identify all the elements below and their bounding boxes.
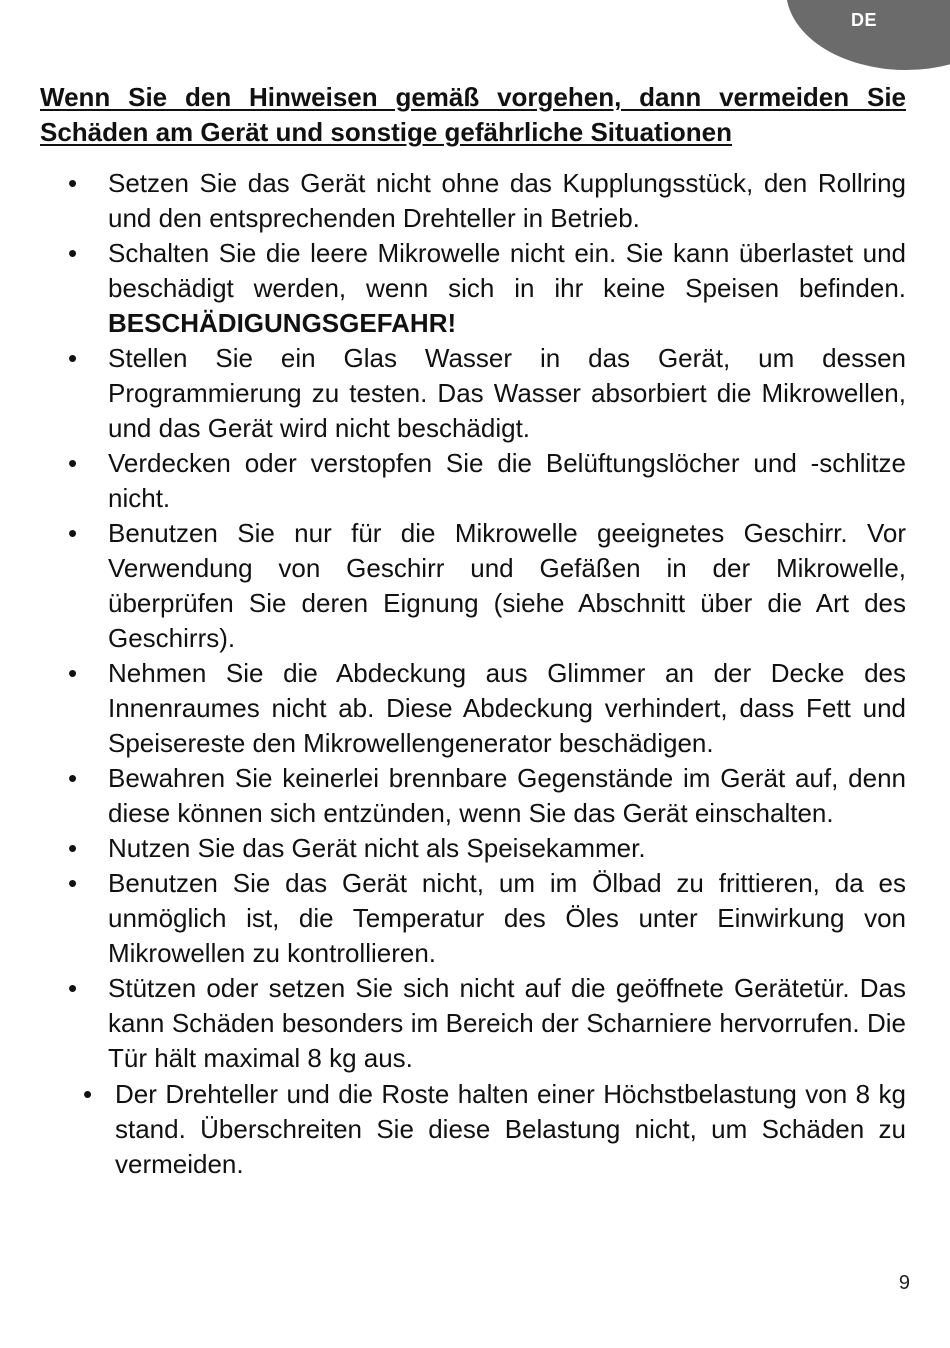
safety-instructions-list bbox=[0, 166, 950, 1182]
bullet-icon: • bbox=[68, 763, 78, 793]
list-item bbox=[0, 1077, 950, 1182]
page-number: 9 bbox=[898, 1272, 910, 1294]
list-item bbox=[0, 236, 950, 341]
list-item bbox=[0, 971, 950, 1076]
list-item bbox=[0, 516, 950, 656]
bullet-icon: • bbox=[68, 833, 78, 863]
bullet-icon: • bbox=[68, 448, 78, 478]
list-item-text: Stellen Sie ein Glas Wasser in das Gerät, um dessen Programmierung zu testen. Das Wasser absorbiert die Mikrowellen, und das Gerät wird nicht beschädigt. bbox=[108, 343, 906, 443]
list-item bbox=[0, 656, 950, 761]
language-label: DE bbox=[850, 10, 877, 30]
list-item-text: Schalten Sie die leere Mikrowelle nicht ein. Sie kann überlastet und beschädigt werden, wenn sich in ihr keine Speisen befinden. bbox=[108, 238, 906, 303]
list-item bbox=[0, 866, 950, 971]
list-item bbox=[0, 761, 950, 831]
list-item-text: Bewahren Sie keinerlei brennbare Gegenstände im Gerät auf, denn diese können sich entzünden, wenn Sie das Gerät einschalten. bbox=[108, 763, 906, 828]
bullet-icon: • bbox=[68, 868, 78, 898]
bullet-icon: • bbox=[68, 973, 78, 1003]
bullet-icon: • bbox=[68, 658, 78, 688]
bullet-icon: • bbox=[83, 1079, 93, 1109]
bullet-icon: • bbox=[68, 168, 78, 198]
list-item-text: Verdecken oder verstopfen Sie die Belüftungslöcher und -schlitze nicht. bbox=[108, 448, 906, 513]
list-item-text: Setzen Sie das Gerät nicht ohne das Kupplungsstück, den Rollring und den entsprechenden Drehteller in Betrieb. bbox=[108, 168, 906, 233]
list-item-text: Nutzen Sie das Gerät nicht als Speisekammer. bbox=[108, 833, 646, 863]
bullet-icon: • bbox=[68, 343, 78, 373]
list-item-text: Nehmen Sie die Abdeckung aus Glimmer an der Decke des Innenraumes nicht ab. Diese Abdeckung verhindert, dass Fett und Speisereste den Mikrowellengenerator beschädigen. bbox=[108, 658, 906, 758]
bullet-icon: • bbox=[68, 238, 78, 268]
list-item-text: Benutzen Sie nur für die Mikrowelle geeignetes Geschirr. Vor Verwendung von Geschirr und Gefäßen in der Mikrowelle, überprüfen Sie deren Eignung (siehe Abschnitt über die Art des Geschirrs). bbox=[108, 518, 906, 653]
list-item bbox=[0, 166, 950, 236]
list-item-text: Stützen oder setzen Sie sich nicht auf die geöffnete Gerätetür. Das kann Schäden besonders im Bereich der Scharniere hervorrufen. Die Tür hält maximal 8 kg aus. bbox=[108, 973, 906, 1073]
list-item bbox=[0, 341, 950, 446]
list-item-text: Der Drehteller und die Roste halten einer Höchstbelastung von 8 kg stand. Überschreiten Sie diese Belastung nicht, um Schäden zu vermeiden. bbox=[115, 1079, 906, 1179]
list-item-text: Benutzen Sie das Gerät nicht, um im Ölbad zu frittieren, da es unmöglich ist, die Temperatur des Öles unter Einwirkung von Mikrowellen zu kontrollieren. bbox=[108, 868, 906, 968]
section-heading: Wenn Sie den Hinweisen gemäß vorgehen, dann vermeiden Sie Schäden am Gerät und sonstige gefährliche Situationen bbox=[40, 82, 906, 147]
bullet-icon: • bbox=[68, 518, 78, 548]
damage-warning: BESCHÄDIGUNGSGEFAHR! bbox=[108, 308, 457, 338]
list-item bbox=[0, 446, 950, 516]
list-item bbox=[0, 831, 950, 866]
